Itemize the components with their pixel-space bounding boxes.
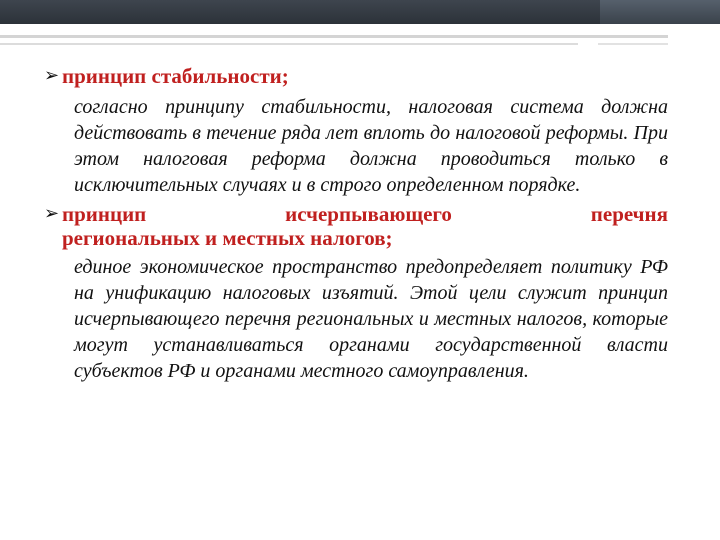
heading-text-line1: принцип исчерпывающего перечня	[62, 202, 668, 226]
heading-text-line2: региональных и местных налогов;	[62, 226, 393, 250]
header-rule-thin	[0, 43, 578, 45]
header-rule	[0, 35, 668, 38]
slide-content	[44, 64, 668, 384]
principle-heading-exhaustive-list	[44, 202, 668, 250]
principle-description-stability: согласно принципу стабильности, налоговая система должна действовать в течение ряда лет вплоть до налоговой реформы. При этом налоговая реформа должна проводиться только в исключительных случаях и в строго определенном порядке.	[74, 96, 668, 196]
arrow-bullet-icon: ➢	[44, 203, 60, 224]
heading-text: принцип стабильности;	[62, 64, 289, 88]
arrow-bullet-icon: ➢	[44, 65, 60, 86]
header-rule-short	[598, 43, 668, 45]
principle-description-exhaustive-list: единое экономическое пространство предопределяет политику РФ на унификацию налоговых изъятий. Этой цели служит принцип исчерпывающего перечня региональных и местных налогов, которые могут устанавливаться органами государственной власти субъектов РФ и органами местного самоуправления.	[74, 256, 668, 382]
top-header-accent	[600, 0, 720, 24]
principle-heading-stability	[44, 64, 668, 88]
